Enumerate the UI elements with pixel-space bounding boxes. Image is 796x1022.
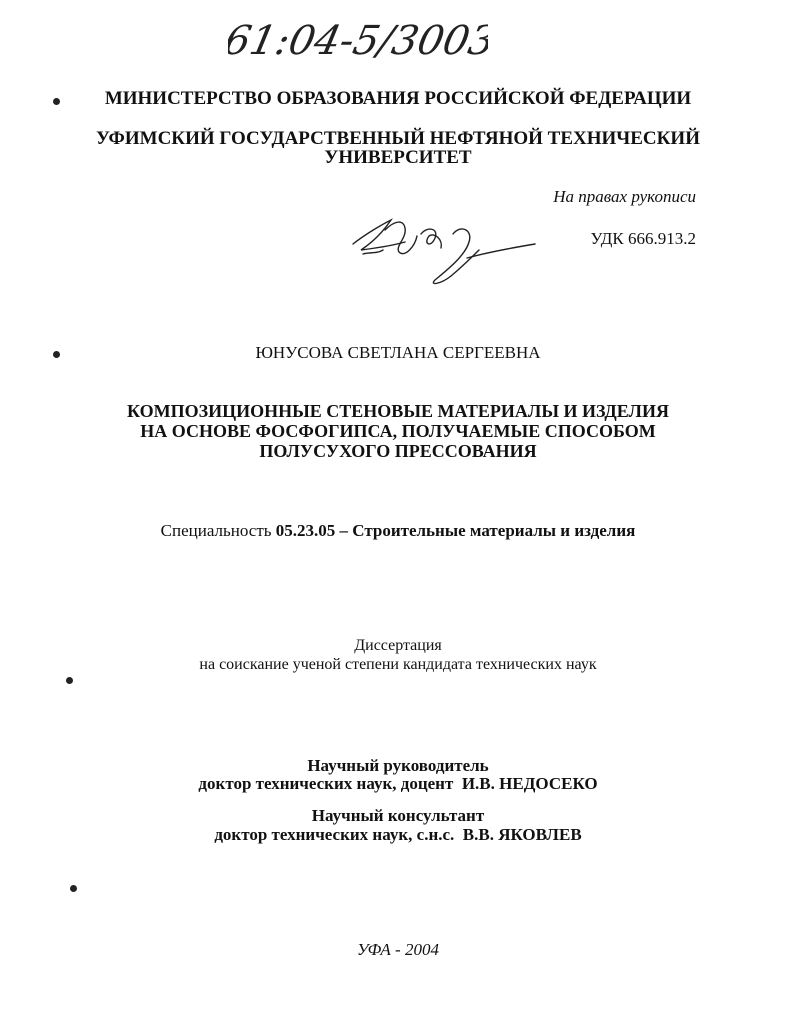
supervisor-title: Научный руководитель (307, 756, 489, 775)
margin-dot (70, 885, 77, 892)
ministry-heading: МИНИСТЕРСТВО ОБРАЗОВАНИЯ РОССИЙСКОЙ ФЕДЕРАЦИИ (104, 88, 692, 109)
dissertation-degree: на соискание ученой степени кандидата технических наук (199, 656, 597, 673)
udk-code: УДК 666.913.2 (590, 229, 696, 248)
specialty-name: – Строительные материалы и изделия (339, 521, 636, 540)
title-line-2: НА ОСНОВЕ ФОСФОГИПСА, ПОЛУЧАЕМЫЕ СПОСОБОМ (140, 421, 656, 441)
specialty (0, 521, 796, 541)
university-line-2: УНИВЕРСИТЕТ (324, 147, 472, 168)
specialty-code: 05.23.05 (275, 521, 336, 540)
handwritten-archive-code (228, 8, 488, 73)
margin-dot (66, 677, 73, 684)
dissertation-label: Диссертация (354, 637, 442, 654)
supervisor-name: доктор технических наук, доцент И.В. НЕДОСЕКО (198, 774, 598, 793)
consultant-name: доктор технических наук, с.н.с. В.В. ЯКОВЛЕВ (214, 825, 582, 844)
title-line-1: КОМПОЗИЦИОННЫЕ СТЕНОВЫЕ МАТЕРИАЛЫ И ИЗДЕЛИЯ (127, 401, 669, 421)
university-line-1: УФИМСКИЙ ГОСУДАРСТВЕННЫЙ НЕФТЯНОЙ ТЕХНИЧЕСКИЙ (96, 128, 700, 149)
consultant-title: Научный консультант (311, 806, 485, 825)
archive-code-text: 61:04-5/3003 (228, 16, 488, 64)
author-signature (343, 206, 543, 301)
author-name: ЮНУСОВА СВЕТЛАНА СЕРГЕЕВНА (255, 343, 541, 362)
specialty-prefix: Специальность (160, 521, 272, 540)
city-year: УФА - 2004 (357, 940, 439, 959)
rights-note: На правах рукописи (553, 187, 696, 206)
title-line-3: ПОЛУСУХОГО ПРЕССОВАНИЯ (259, 441, 537, 461)
